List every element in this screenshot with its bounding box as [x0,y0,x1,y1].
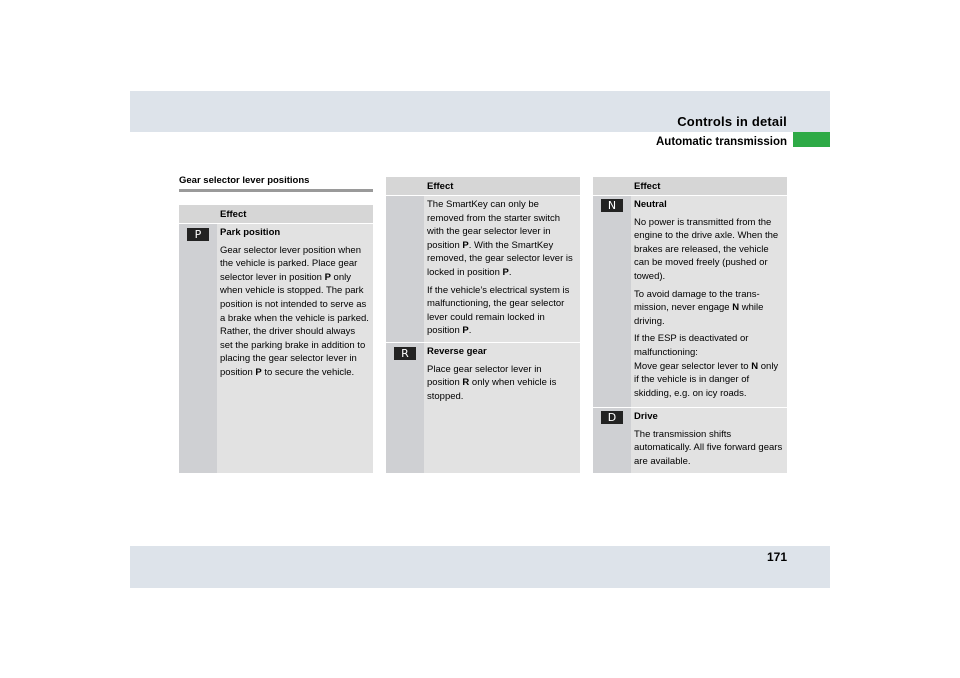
row-text: To avoid damage to the trans-mission, never engage N while driving. [634,288,764,327]
row-divider [593,195,787,196]
row-text: The SmartKey can only be removed from the starter switch with the gear selector lever in position P. With the SmartKey removed, the gear selector lever is locked in position P. [427,199,573,278]
chapter-color-tab [793,132,830,147]
gear-p-icon: P [187,228,209,241]
table-middle [386,177,580,473]
row-title: Neutral [634,199,667,210]
row-text: Place gear selector lever in position R only when vehicle is stopped. [427,363,557,402]
row-text: If the vehicle’s electrical system is malfunctioning, the gear selector lever could remain locked in position P. [427,284,570,337]
row-text: The transmission shifts automatically. All five forward gears are available. [634,428,783,467]
row-divider [386,195,580,196]
symbol-column [179,205,217,473]
row-text: If the ESP is deactivated or malfunctioning: Move gear selector lever to N only if the vehicle is in danger of skidding, e.g. on icy roads. [634,333,779,399]
header-effect: Effect [427,181,454,192]
row-text: No power is transmitted from the engine to the drive axle. When the brakes are released, the vehicle can be moved freely (pushed or towed). [634,216,779,282]
gear-r-icon: R [394,347,416,360]
symbol-column [593,177,631,473]
row-divider [179,223,373,224]
table-header [386,177,580,195]
page-number: 171 [766,550,787,564]
table-right [593,177,787,473]
chapter-subtitle: Automatic transmission [656,136,787,148]
section-heading: Gear selector lever positions [179,175,310,186]
row-title: Park position [220,227,281,238]
gear-d-icon: D [601,411,623,424]
gear-n-icon: N [601,199,623,212]
table-header [593,177,787,195]
row-text: Gear selector lever position when the vehicle is parked. Place gear selector lever in position P only when vehicle is stopped. The park position is not intended to serve as a brake when the vehicle is parked. Rather, the driver should always set the parking brake in addition to placing the gear selector lever in position P to secure the vehicle. [220,244,369,378]
row-title: Drive [634,411,658,422]
header-effect: Effect [220,209,247,220]
table-header [179,205,373,223]
header-effect: Effect [634,181,661,192]
table-left [179,205,373,473]
section-rule [179,189,373,192]
row-divider [593,407,787,408]
row-divider [386,342,580,343]
row-title: Reverse gear [427,346,487,357]
chapter-title: Controls in detail [677,114,787,129]
symbol-column [386,177,424,473]
footer-band [130,546,830,588]
